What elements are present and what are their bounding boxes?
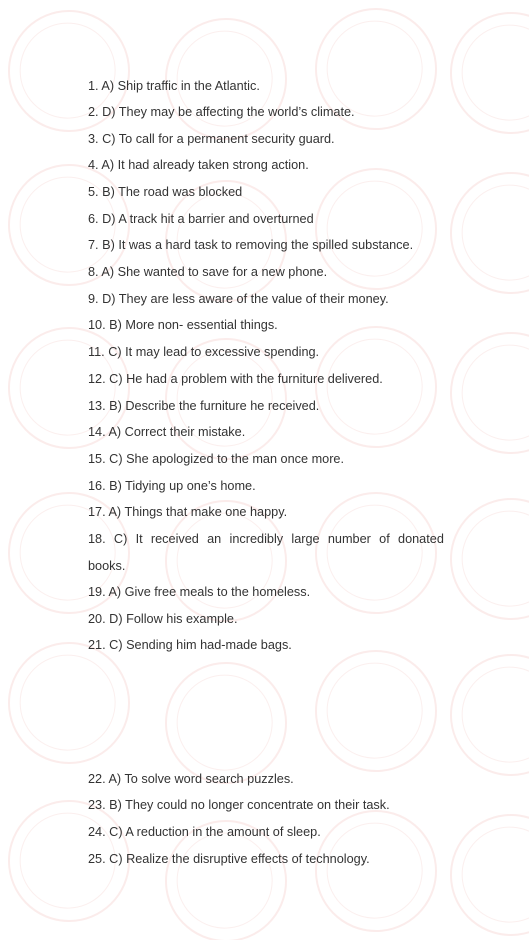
answer-21: 21. C) Sending him had-made bags. <box>88 638 292 652</box>
answer-2: 2. D) They may be affecting the world’s climate. <box>88 105 355 119</box>
answer-16: 16. B) Tidying up one’s home. <box>88 479 256 493</box>
answer-18-word: donated <box>398 532 444 546</box>
answer-18-line <box>88 531 444 547</box>
answer-18-word: of <box>379 532 390 546</box>
answer-17: 17. A) Things that make one happy. <box>88 505 288 519</box>
answer-24: 24. C) A reduction in the amount of sleep. <box>88 825 321 839</box>
answer-18-word: 18. <box>88 532 106 546</box>
answer-6: 6. D) A track hit a barrier and overturned <box>88 212 314 226</box>
answer-25: 25. C) Realize the disruptive effects of technology. <box>88 852 370 866</box>
answer-11: 11. C) It may lead to excessive spending. <box>88 345 320 359</box>
answer-18-continuation: books. <box>88 559 126 573</box>
answer-18-word: incredibly <box>229 532 284 546</box>
answer-3: 3. C) To call for a permanent security guard. <box>88 132 335 146</box>
answer-18-word: an <box>207 532 222 546</box>
answer-18-word: number <box>327 532 371 546</box>
answer-10: 10. B) More non- essential things. <box>88 318 278 332</box>
answer-13: 13. B) Describe the furniture he received. <box>88 399 320 413</box>
answer-18-word: It <box>135 532 143 546</box>
answer-8: 8. A) She wanted to save for a new phone. <box>88 265 328 279</box>
answer-18-word: C) <box>113 532 128 546</box>
answer-15: 15. C) She apologized to the man once more. <box>88 452 345 466</box>
answer-22: 22. A) To solve word search puzzles. <box>88 772 294 786</box>
answer-18-word: received <box>150 532 199 546</box>
answer-18-word: large <box>291 532 320 546</box>
answer-4: 4. A) It had already taken strong action. <box>88 158 309 172</box>
answer-14: 14. A) Correct their mistake. <box>88 425 246 439</box>
answer-20: 20. D) Follow his example. <box>88 612 238 626</box>
answer-5: 5. B) The road was blocked <box>88 185 243 199</box>
answer-7: 7. B) It was a hard task to removing the spilled substance. <box>88 238 414 252</box>
answer-23: 23. B) They could no longer concentrate on their task. <box>88 798 390 812</box>
answer-19: 19. A) Give free meals to the homeless. <box>88 585 311 599</box>
answer-12: 12. C) He had a problem with the furniture delivered. <box>88 372 383 386</box>
answer-1: 1. A) Ship traffic in the Atlantic. <box>88 79 260 93</box>
answer-9: 9. D) They are less aware of the value of their money. <box>88 292 389 306</box>
